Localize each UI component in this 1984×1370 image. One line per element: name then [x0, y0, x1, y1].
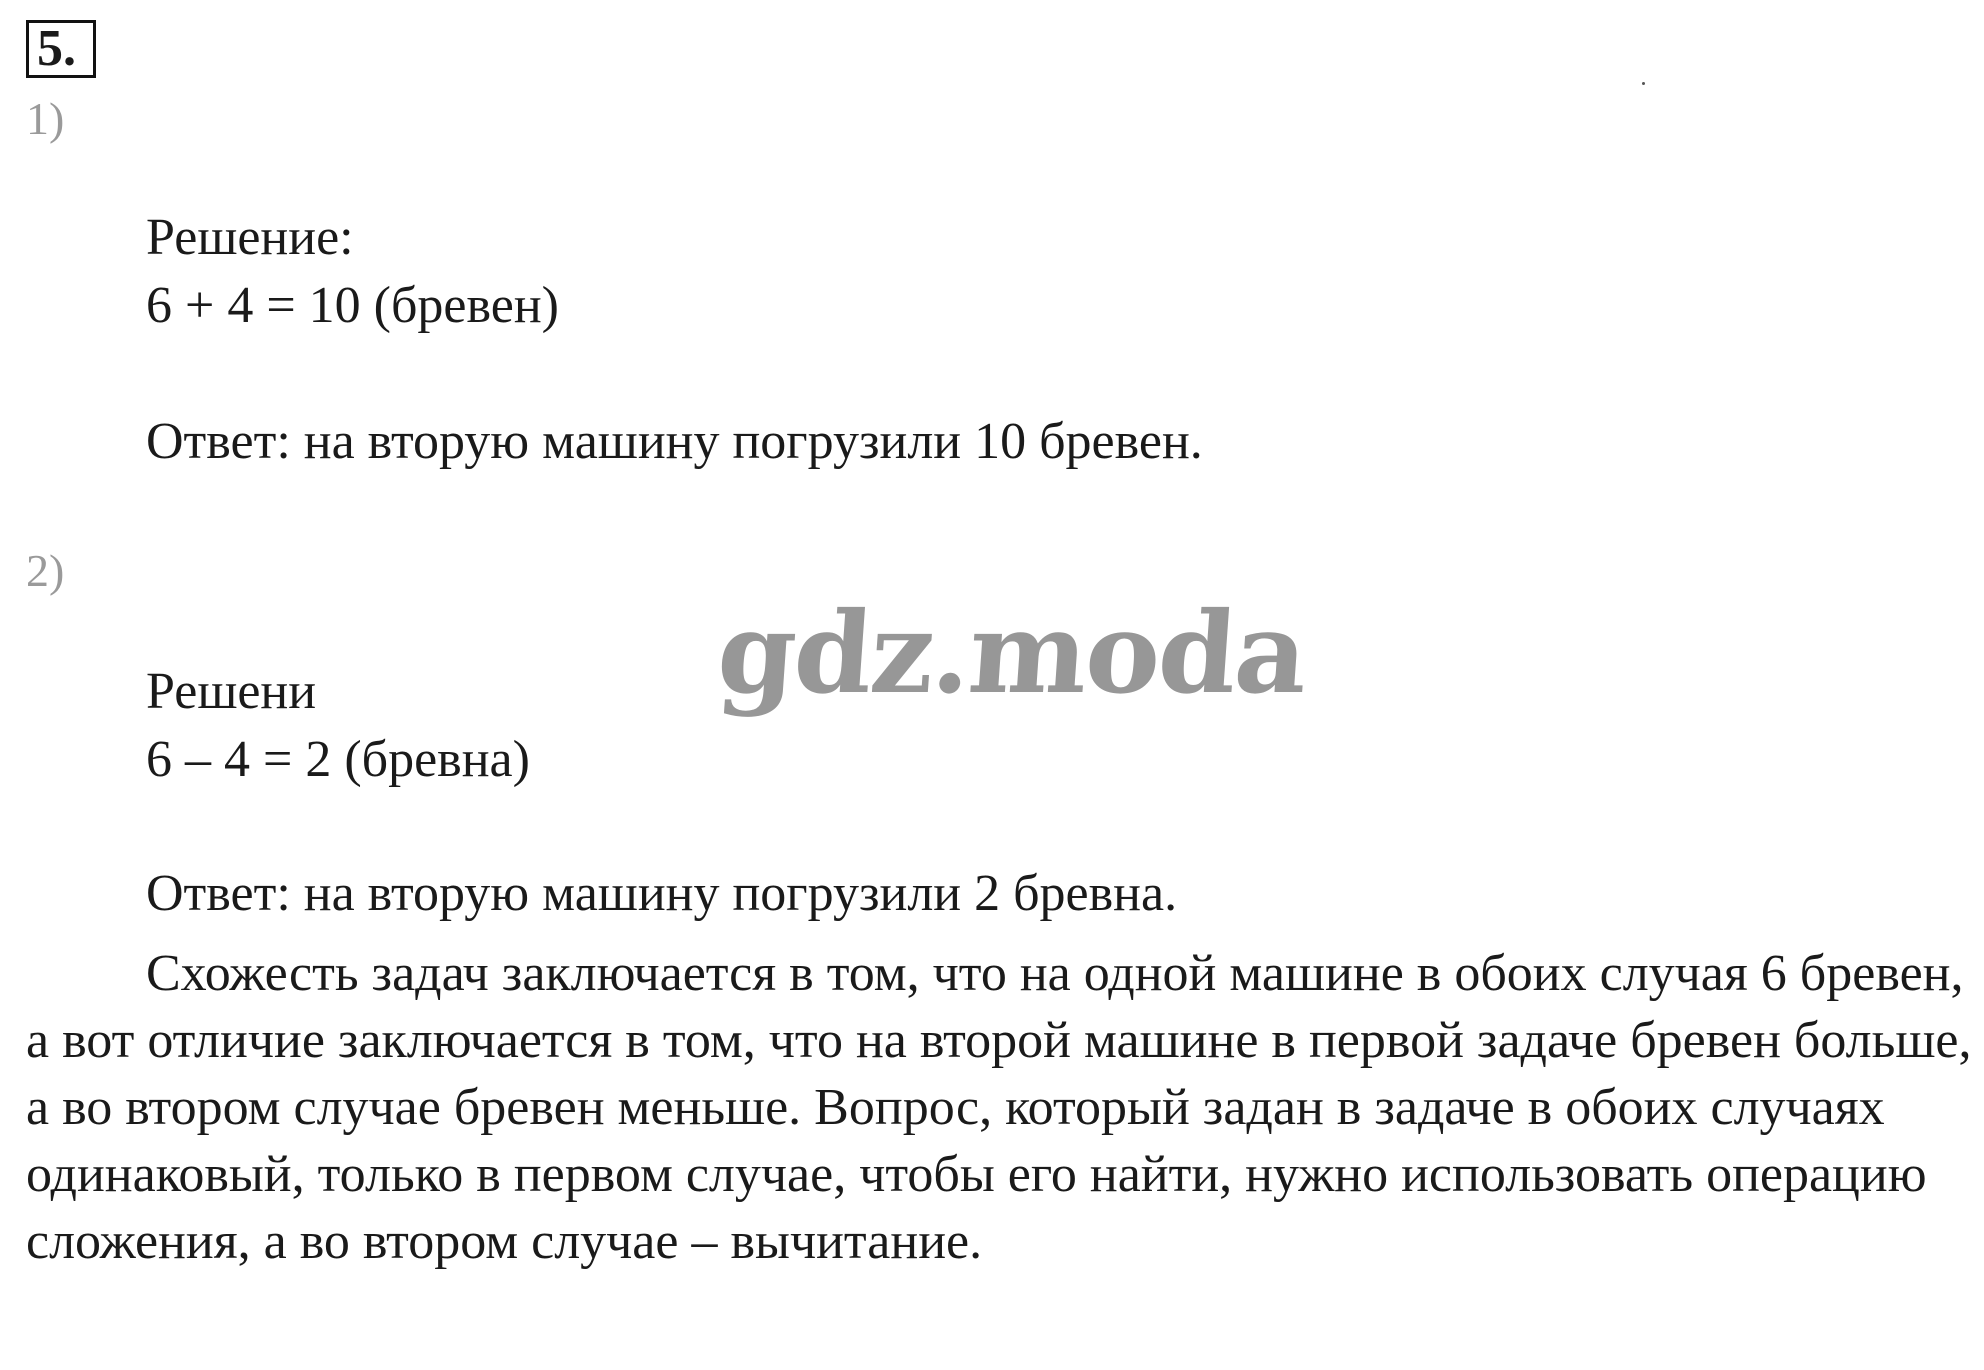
part-2-answer: Ответ: на вторую машину погрузили 2 бревна. [146, 865, 1178, 922]
part-2-equation: 6 – 4 = 2 (бревна) [146, 731, 530, 788]
part-1-label: 1) [26, 93, 65, 144]
part-1-solution-label: Решение: [146, 209, 354, 266]
part-1-answer: Ответ: на вторую машину погрузили 10 бревен. [146, 413, 1203, 470]
part-2-solution-label: Решени [146, 663, 317, 720]
conclusion-paragraph: Схожесть задач заключается в том, что на одной машине в обоих случая 6 бревен, а вот отличие заключается в том, что на второй машине в первой задаче бревен больше, а во втором случае бревен меньше. Вопрос, который задан в задаче в обоих случаях одинаковый, только в первом случае, чтобы его найти, нужно использовать операцию сложения, а во втором случае – вычитание. [26, 945, 1972, 1270]
part-1-equation: 6 + 4 = 10 (бревен) [146, 277, 559, 334]
watermark-logo: gdz.moda [713, 588, 1310, 719]
part-2-label: 2) [26, 545, 65, 596]
problem-number: 5. [26, 20, 96, 78]
scan-speck [1642, 82, 1645, 85]
